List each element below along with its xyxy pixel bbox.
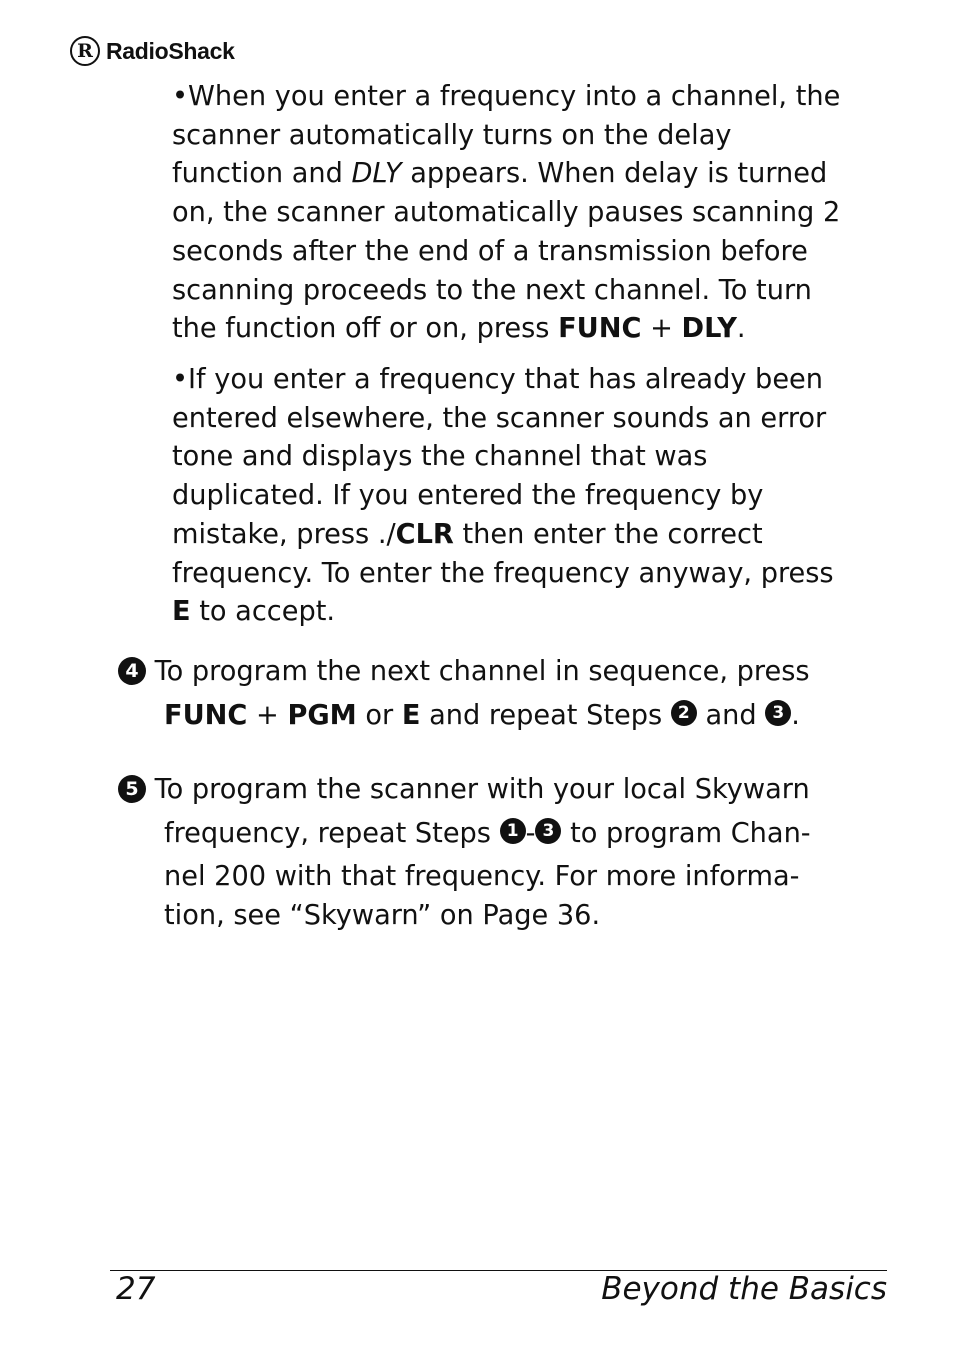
bullet-line: on, the scanner automatically pauses scanning 2: [172, 197, 841, 229]
registered-r-icon: R: [70, 36, 100, 66]
page-footer: [110, 1270, 887, 1307]
step-ref-3-icon: 3: [535, 818, 561, 844]
text-run: or: [356, 700, 402, 731]
bullet-line: duplicated. If you entered the frequency by: [172, 480, 764, 512]
step-line: [118, 770, 898, 810]
step-line: tion, see “Skywarn” on Page 36.: [164, 899, 601, 931]
bullet-line: •When you enter a frequency into a channel, the: [172, 81, 841, 112]
step-5: [118, 770, 898, 935]
key-clr: CLR: [395, 518, 454, 550]
text-run: to accept.: [190, 596, 335, 628]
text-run: frequency, repeat Steps: [164, 818, 500, 849]
bullet-line: [172, 593, 892, 632]
text-run: +: [641, 313, 682, 345]
step-ref-1-icon: 1: [500, 818, 526, 844]
text-run: to program Chan-: [561, 818, 811, 849]
bullet-duplicate-note: [172, 361, 892, 632]
bullet-line: seconds after the end of a transmission before: [172, 235, 808, 267]
text-run: and: [696, 700, 766, 731]
step-line: nel 200 with that frequency. For more informa-: [164, 861, 800, 892]
text-run: and repeat Steps: [420, 700, 671, 731]
bullet-line: [172, 310, 892, 349]
bullet-line: scanner automatically turns on the delay: [172, 119, 732, 151]
bullet-delay-note: [172, 78, 892, 349]
bullet-line: tone and displays the channel that was: [172, 441, 708, 473]
bullet-line: [172, 516, 892, 555]
bullet-line: entered elsewhere, the scanner sounds an error: [172, 402, 827, 434]
key-func: FUNC: [558, 313, 642, 345]
logo-text: RadioShack: [106, 37, 235, 64]
step-number-5-icon: 5: [118, 775, 146, 803]
text-run: then enter the correct: [453, 518, 763, 550]
text-run: the function off or on, press: [172, 313, 559, 345]
step-ref-3-icon: 3: [765, 700, 791, 726]
key-e: E: [401, 700, 421, 731]
key-func: FUNC: [164, 700, 248, 731]
text-run: -: [525, 818, 536, 849]
key-e: E: [172, 596, 191, 628]
section-title: Beyond the Basics: [601, 1271, 887, 1307]
text-run: +: [247, 700, 288, 731]
text-run: mistake, press ./: [172, 518, 396, 550]
text-run: function and: [172, 158, 352, 190]
step-4: [118, 652, 898, 740]
key-dly: DLY: [681, 313, 737, 345]
bullet-line: frequency. To enter the frequency anyway, press: [172, 557, 834, 589]
step-number-4-icon: 4: [118, 657, 146, 685]
step-line: [118, 692, 898, 740]
text-run: .: [791, 700, 800, 731]
text-run: appears. When delay is turned: [401, 158, 828, 190]
key-pgm: PGM: [287, 700, 357, 731]
bullet-line: scanning proceeds to the next channel. To turn: [172, 274, 812, 306]
radioshack-logo: [70, 36, 235, 66]
text-run: .: [736, 313, 746, 345]
step-line: [118, 652, 898, 692]
text-run: To program the next channel in sequence, press: [146, 656, 810, 687]
step-ref-2-icon: 2: [671, 700, 697, 726]
bullet-line: •If you enter a frequency that has already been: [172, 364, 823, 395]
text-run: To program the scanner with your local Skywarn: [146, 774, 810, 805]
page-number: 27: [116, 1271, 156, 1307]
bullet-line: [172, 155, 892, 194]
dly-indicator-text: DLY: [351, 158, 402, 190]
step-line: [118, 810, 898, 858]
